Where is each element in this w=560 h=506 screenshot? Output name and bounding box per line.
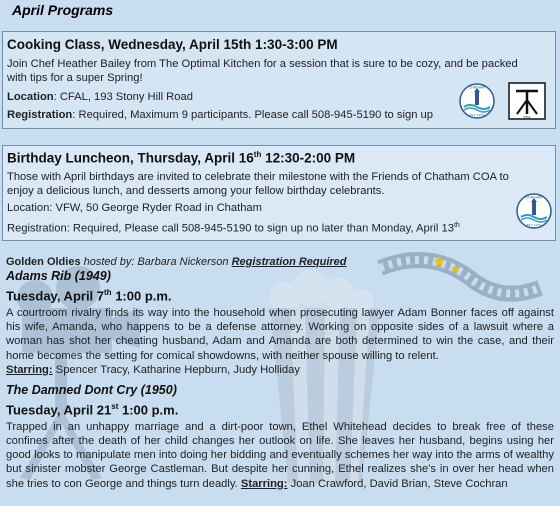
- movie2-date: [6, 400, 554, 418]
- movie2-description-text: Trapped in an unhappy marriage and a dirt-poor town, Ethel Whitehead decides to break free of these confines after the death of her child changes her outlook on life. She leaves her husband, begins using her good looks to manipulate men into doing her bidding and eventually schemes her way into the arms of wealthy but sinister mobster George Castleman. But despite her cunning, Ethel realizes she's in over her head when she tries to con George and things turn deadly.: [6, 420, 554, 490]
- cooking-class-desc-2: with tips for a super Spring!: [7, 72, 143, 84]
- movie2-starring-names: Joan Crawford, David Brian, Steve Cochran: [287, 477, 508, 490]
- movie2-starring-label: Starring:: [240, 477, 288, 490]
- movie2-title: The Damned Dont Cry (1950): [6, 382, 177, 397]
- luncheon-desc-1: Those with April birthdays are invited to celebrate their milestone with the Friends of Chatham COA to: [7, 171, 509, 183]
- cooking-class-registration: [7, 108, 433, 122]
- luncheon-title: [7, 150, 355, 166]
- golden-oldies-section: [6, 255, 554, 491]
- luncheon-title-time: 12:30-2:00 PM: [261, 150, 356, 166]
- movie1-date-day: Tuesday, April 7: [6, 288, 105, 304]
- luncheon-location: Location: VFW, 50 George Ryder Road in Chatham: [7, 202, 262, 214]
- luncheon-registration-sup: th: [453, 222, 460, 229]
- movie1-description: A courtroom rivalry finds its way into the household when prosecuting lawyer Adam Bonner faces off against his wife, Amanda, who happens to be a defense attorney. Working on opposite sides of a lawsuit where a woman has shot her cheating husband, Adam and Amanda are both determined to win the case, and their home becomes the setting for comical showdowns, with neither spouse willing to relent.: [6, 306, 554, 362]
- cooking-class-box: [2, 31, 556, 129]
- golden-oldies-header: [6, 255, 554, 269]
- movie1-starring: [6, 363, 554, 377]
- logo2-text: CFAL: [523, 115, 531, 119]
- luncheon-registration-text: Registration: Required, Please call 508-945-5190 to sign up no later than Monday, April 13: [7, 222, 454, 235]
- movie2-date-time: 1:00 p.m.: [118, 402, 179, 418]
- chatham-coa-logo: [458, 82, 496, 120]
- movie2-description: [6, 420, 554, 491]
- logo3-text: CHATHAM: [526, 195, 542, 200]
- golden-oldies-label: Golden Oldies: [6, 256, 81, 268]
- luncheon-registration: [7, 219, 460, 236]
- cooking-class-desc-1: Join Chef Heather Bailey from The Optimal Kitchen for a session that is sure to be cozy, and be packed: [7, 58, 518, 70]
- luncheon-title-main: Birthday Luncheon, Thursday, April 16: [7, 150, 254, 166]
- logo3-year: EST. 1970: [526, 223, 542, 227]
- location-value: : CFAL, 193 Stony Hill Road: [53, 91, 193, 103]
- cooking-class-location: [7, 90, 193, 104]
- registration-label: Registration: [7, 109, 73, 121]
- logo1-year: EST. 1970: [469, 113, 485, 117]
- star-icon-2: ★: [450, 262, 461, 276]
- registration-value: : Required, Maximum 9 participants. Please call 508-945-5190 to sign up: [72, 109, 433, 121]
- golden-oldies-host: hosted by: Barbara Nickerson: [80, 256, 232, 268]
- movie1-starring-label: Starring:: [6, 363, 53, 376]
- movie2-date-sup: st: [111, 402, 119, 412]
- luncheon-title-sup: th: [253, 150, 262, 159]
- movie1-starring-names: Spencer Tracy, Katharine Hepburn, Judy Holliday: [52, 363, 300, 376]
- movie1-title: Adams Rib (1949): [6, 269, 111, 284]
- birthday-luncheon-box: [2, 145, 556, 241]
- chatham-coa-logo-2: [515, 192, 553, 230]
- page-title: April Programs: [12, 2, 114, 18]
- star-icon-1: ★: [432, 254, 447, 271]
- movie1-date-sup: th: [104, 288, 112, 298]
- cooking-class-title: Cooking Class, Wednesday, April 15th 1:30-3:00 PM: [7, 37, 338, 52]
- movie1-date: [6, 286, 554, 304]
- page-header: [0, 0, 560, 26]
- logo1-text: CHATHAM: [469, 85, 485, 90]
- location-label: Location: [7, 91, 54, 103]
- movie2-date-day: Tuesday, April 21: [6, 402, 112, 418]
- movie1-date-time: 1:00 p.m.: [111, 288, 172, 304]
- cfal-logo: [508, 82, 546, 120]
- luncheon-desc-2: enjoy a delicious lunch, and desserts among your fellow birthday celebrants.: [7, 185, 385, 197]
- golden-oldies-registration: Registration Required: [231, 256, 347, 268]
